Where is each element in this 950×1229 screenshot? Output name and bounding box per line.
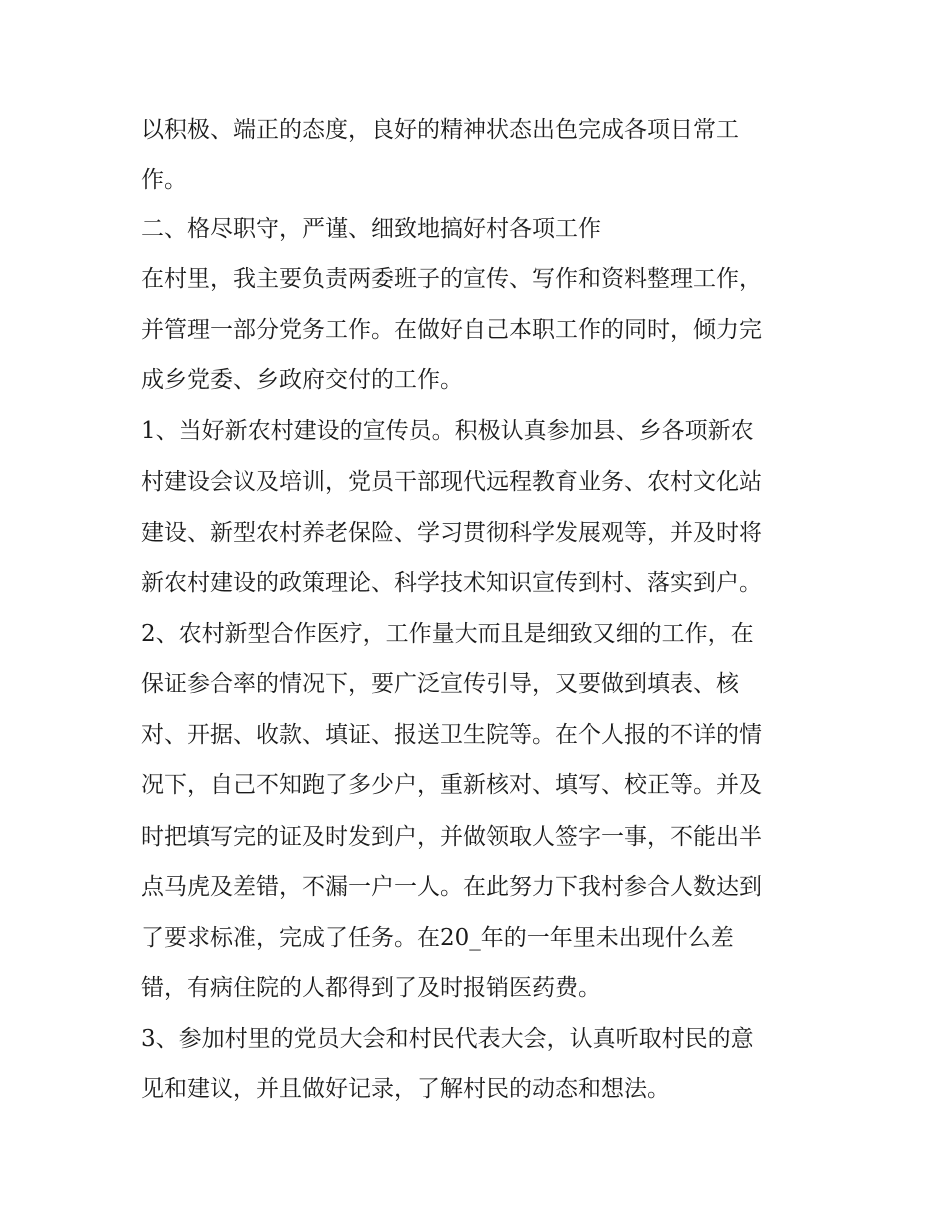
paragraph-line: 新农村建设的政策理论、科学技术知识宣传到村、落实到户。: [141, 570, 762, 596]
paragraph-line: 并管理一部分党务工作。在做好自己本职工作的同时，倾力完: [141, 317, 762, 343]
paragraph-line: 对、开据、收款、填证、报送卫生院等。在个人报的不详的情: [141, 722, 762, 748]
paragraph-line: 况下，自己不知跑了多少户，重新核对、填写、校正等。并及: [141, 772, 762, 798]
paragraph-line: 了要求标准，完成了任务。在20_年的一年里未出现什么差: [141, 925, 734, 951]
paragraph-line: 村建设会议及培训，党员干部现代远程教育业务、农村文化站: [141, 469, 762, 495]
paragraph-line: 见和建议，并且做好记录，了解村民的动态和想法。: [141, 1076, 670, 1102]
paragraph-line: 在村里，我主要负责两委班子的宣传、写作和资料整理工作，: [141, 266, 762, 292]
paragraph-line: 点马虎及差错，不漏一户一人。在此努力下我村参合人数达到: [141, 874, 762, 900]
section-heading: 二、格尽职守，严谨、细致地搞好村各项工作: [141, 216, 601, 242]
paragraph-line: 成乡党委、乡政府交付的工作。: [141, 367, 463, 393]
paragraph-line: 建设、新型农村养老保险、学习贯彻科学发展观等，并及时将: [141, 520, 762, 546]
paragraph-line: 2、农村新型合作医疗，工作量大而且是细致又细的工作，在: [141, 621, 754, 647]
paragraph-line: 1、当好新农村建设的宣传员。积极认真参加县、乡各项新农: [141, 418, 754, 444]
paragraph-line: 错，有病住院的人都得到了及时报销医药费。: [141, 975, 601, 1001]
paragraph-line: 作。: [141, 167, 187, 193]
paragraph-line: 以积极、端正的态度，良好的精神状态出色完成各项日常工: [141, 117, 739, 143]
paragraph-line: 时把填写完的证及时发到户，并做领取人签字一事，不能出半: [141, 824, 762, 850]
paragraph-line: 3、参加村里的党员大会和村民代表大会，认真听取村民的意: [141, 1026, 754, 1052]
paragraph-line: 保证参合率的情况下，要广泛宣传引导，又要做到填表、核: [141, 671, 739, 697]
